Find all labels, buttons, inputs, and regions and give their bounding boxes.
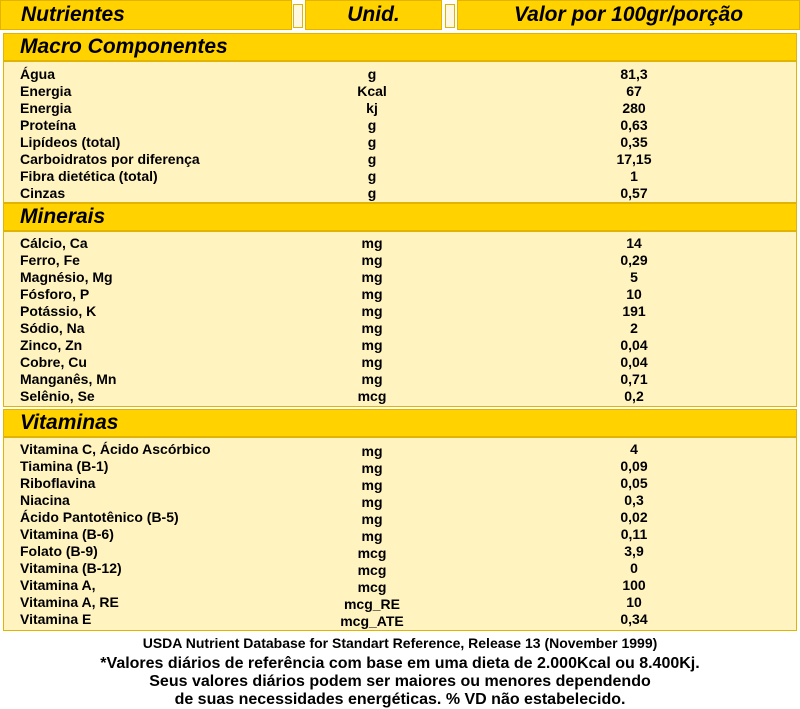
nutrient-value: 0,35 bbox=[620, 134, 648, 150]
nutrient-name: Fibra dietética (total) bbox=[20, 168, 158, 184]
header-nutrient-label: Nutrientes bbox=[21, 3, 125, 26]
nutrient-unit: g bbox=[367, 134, 377, 150]
nutrient-unit: mg bbox=[361, 303, 383, 319]
nutrient-name: Ferro, Fe bbox=[20, 252, 80, 268]
table-row bbox=[4, 492, 796, 509]
section-body-vitaminas bbox=[3, 437, 797, 631]
table-row bbox=[4, 543, 796, 560]
nutrient-value: 2 bbox=[630, 320, 638, 336]
nutrient-value: 0,71 bbox=[620, 371, 648, 387]
nutrient-unit: mg bbox=[361, 252, 383, 268]
table-row bbox=[4, 303, 796, 320]
nutrient-unit: g bbox=[367, 117, 377, 133]
header-nutrient bbox=[0, 0, 292, 30]
nutrient-value: 10 bbox=[626, 594, 642, 610]
nutrient-name: Vitamina (B-6) bbox=[20, 526, 114, 542]
nutrient-value: 100 bbox=[622, 577, 646, 593]
nutrient-name: Proteína bbox=[20, 117, 77, 133]
nutrient-unit: mcg_RE bbox=[343, 596, 401, 612]
nutrient-unit: mg bbox=[361, 235, 383, 251]
table-row bbox=[4, 388, 796, 405]
section-title-minerais bbox=[3, 203, 797, 231]
nutrient-unit: mcg bbox=[357, 579, 387, 595]
nutrient-name: Cobre, Cu bbox=[20, 354, 87, 370]
nutrient-unit: mg bbox=[361, 337, 383, 353]
table-row bbox=[4, 151, 796, 168]
section-body-macro bbox=[3, 61, 797, 203]
table-row bbox=[4, 354, 796, 371]
table-row bbox=[4, 117, 796, 134]
header-value bbox=[457, 0, 800, 30]
nutrient-name: Água bbox=[20, 66, 55, 82]
nutrient-unit: mg bbox=[361, 528, 383, 544]
nutrient-unit: mcg bbox=[357, 545, 387, 561]
table-row bbox=[4, 560, 796, 577]
header-unit bbox=[305, 0, 442, 30]
table-row bbox=[4, 269, 796, 286]
nutrient-name: Carboidratos por diferença bbox=[20, 151, 200, 167]
table-row bbox=[4, 185, 796, 202]
header-value-label: Valor por 100gr/porção bbox=[513, 3, 744, 26]
nutrient-value: 280 bbox=[622, 100, 646, 116]
nutrient-unit: kj bbox=[366, 100, 378, 116]
table-row bbox=[4, 337, 796, 354]
nutrient-name: Potássio, K bbox=[20, 303, 97, 319]
nutrient-value: 1 bbox=[630, 168, 638, 184]
nutrient-unit: mcg bbox=[357, 388, 387, 404]
nutrient-name: Manganês, Mn bbox=[20, 371, 117, 387]
table-row bbox=[4, 526, 796, 543]
nutrient-unit: g bbox=[367, 66, 377, 82]
nutrient-value: 0,29 bbox=[620, 252, 648, 268]
nutrient-value: 14 bbox=[626, 235, 642, 251]
nutrient-unit: g bbox=[367, 151, 377, 167]
table-row bbox=[4, 611, 796, 628]
nutrient-name: Fósforo, P bbox=[20, 286, 90, 302]
nutrient-unit: mg bbox=[361, 371, 383, 387]
nutrient-unit: mg bbox=[361, 477, 383, 493]
nutrient-name: Vitamina E bbox=[20, 611, 92, 627]
nutrient-name: Cinzas bbox=[20, 185, 66, 201]
nutrient-unit: mg bbox=[361, 354, 383, 370]
nutrient-unit: mg bbox=[361, 269, 383, 285]
nutrient-name: Zinco, Zn bbox=[20, 337, 83, 353]
nutrient-value: 4 bbox=[630, 441, 638, 457]
section-title-label: Macro Componentes bbox=[20, 35, 228, 58]
nutrient-name: Energia bbox=[20, 100, 72, 116]
table-row bbox=[4, 475, 796, 492]
nutrient-unit: g bbox=[367, 168, 377, 184]
nutrient-value: 17,15 bbox=[616, 151, 652, 167]
nutrient-unit: Kcal bbox=[357, 83, 387, 99]
footer-note-line1: *Valores diários de referência com base em uma dieta de 2.000Kcal ou 8.400Kj. bbox=[100, 655, 700, 672]
footer-note-line3: de suas necessidades energéticas. % VD não estabelecido. bbox=[174, 691, 626, 708]
nutrient-value: 0,04 bbox=[620, 354, 648, 370]
nutrient-value: 0,04 bbox=[620, 337, 648, 353]
section-title-vitaminas bbox=[3, 409, 797, 437]
header-separator bbox=[445, 4, 455, 28]
nutrient-unit: mg bbox=[361, 511, 383, 527]
table-row bbox=[4, 235, 796, 252]
nutrient-value: 3,9 bbox=[624, 543, 644, 559]
section-title-macro bbox=[3, 33, 797, 61]
table-row bbox=[4, 66, 796, 83]
nutrient-name: Vitamina A, bbox=[20, 577, 96, 593]
header-unit-label: Unid. bbox=[347, 3, 400, 26]
nutrient-name: Vitamina A, RE bbox=[20, 594, 119, 610]
nutrient-value: 0,09 bbox=[620, 458, 648, 474]
nutrient-unit: mg bbox=[361, 443, 383, 459]
nutrient-unit: mcg_ATE bbox=[340, 613, 404, 629]
section-body-minerais bbox=[3, 231, 797, 407]
table-row bbox=[4, 371, 796, 388]
nutrient-value: 0,34 bbox=[620, 611, 648, 627]
nutrient-value: 0,57 bbox=[620, 185, 648, 201]
nutrient-value: 191 bbox=[622, 303, 646, 319]
nutrient-name: Cálcio, Ca bbox=[20, 235, 88, 251]
section-title-label: Minerais bbox=[20, 205, 106, 228]
table-row bbox=[4, 286, 796, 303]
table-row bbox=[4, 134, 796, 151]
table-row bbox=[4, 252, 796, 269]
nutrient-name: Tiamina (B-1) bbox=[20, 458, 109, 474]
nutrient-name: Folato (B-9) bbox=[20, 543, 98, 559]
nutrient-value: 67 bbox=[626, 83, 642, 99]
table-row bbox=[4, 577, 796, 594]
table-row bbox=[4, 441, 796, 458]
nutrient-name: Vitamina C, Ácido Ascórbico bbox=[20, 441, 211, 457]
nutrient-value: 0,2 bbox=[624, 388, 644, 404]
nutrient-name: Vitamina (B-12) bbox=[20, 560, 122, 576]
nutrient-value: 0 bbox=[630, 560, 638, 576]
nutrient-value: 0,11 bbox=[620, 526, 648, 542]
nutrient-value: 10 bbox=[626, 286, 642, 302]
nutrient-unit: mg bbox=[361, 320, 383, 336]
nutrient-unit: g bbox=[367, 185, 377, 201]
table-row bbox=[4, 100, 796, 117]
nutrient-unit: mg bbox=[361, 286, 383, 302]
nutrient-value: 5 bbox=[630, 269, 638, 285]
nutrient-name: Sódio, Na bbox=[20, 320, 85, 336]
nutrient-value: 0,63 bbox=[620, 117, 648, 133]
nutrient-name: Magnésio, Mg bbox=[20, 269, 113, 285]
nutrient-value: 0,05 bbox=[620, 475, 648, 491]
table-row bbox=[4, 594, 796, 611]
footer-source: USDA Nutrient Database for Standart Reference, Release 13 (November 1999) bbox=[142, 635, 658, 651]
table-row bbox=[4, 458, 796, 475]
nutrient-value: 0,02 bbox=[620, 509, 648, 525]
nutrient-name: Energia bbox=[20, 83, 72, 99]
nutrient-name: Ácido Pantotênico (B-5) bbox=[20, 509, 179, 525]
nutrient-value: 81,3 bbox=[620, 66, 648, 82]
header-separator bbox=[293, 4, 303, 28]
nutrient-name: Riboflavina bbox=[20, 475, 96, 491]
table-row bbox=[4, 320, 796, 337]
nutrient-unit: mcg bbox=[357, 562, 387, 578]
nutrient-value: 0,3 bbox=[624, 492, 644, 508]
nutrient-unit: mg bbox=[361, 460, 383, 476]
nutrient-name: Niacina bbox=[20, 492, 70, 508]
table-row bbox=[4, 509, 796, 526]
section-title-label: Vitaminas bbox=[20, 411, 119, 434]
nutrient-name: Selênio, Se bbox=[20, 388, 95, 404]
footer-note-line2: Seus valores diários podem ser maiores ou menores dependendo bbox=[149, 673, 651, 690]
table-row bbox=[4, 83, 796, 100]
nutrient-unit: mg bbox=[361, 494, 383, 510]
nutrient-name: Lipídeos (total) bbox=[20, 134, 121, 150]
table-row bbox=[4, 168, 796, 185]
